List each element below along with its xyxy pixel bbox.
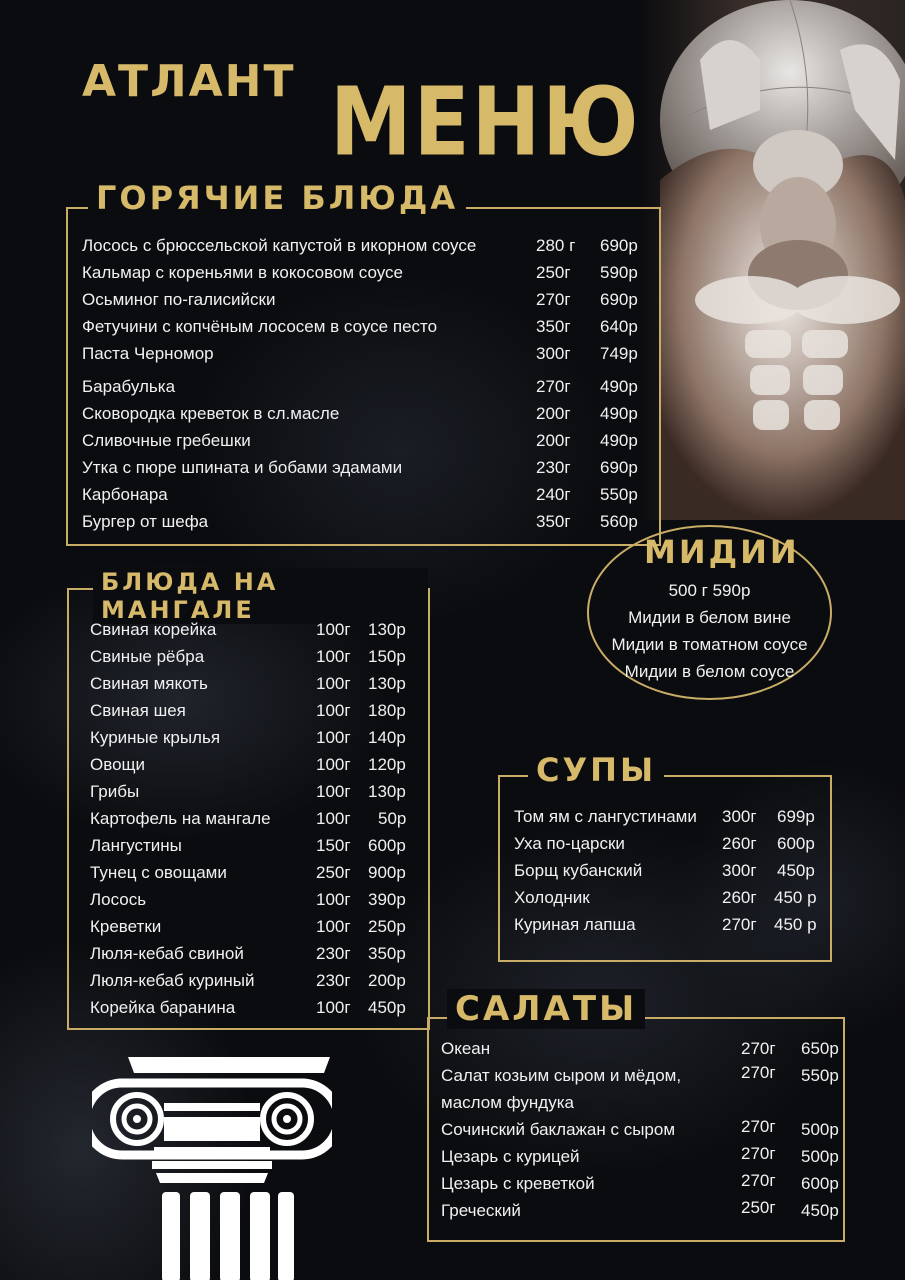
mussels-portion: 500 г 590р <box>668 581 751 600</box>
section-title: САЛАТЫ <box>447 989 645 1029</box>
menu-item: Мидии в белом соусе <box>624 662 795 681</box>
ionic-column-icon <box>92 1055 332 1280</box>
section-title: МИДИИ <box>644 533 800 571</box>
section-salads: САЛАТЫ Океан 270г 650р Салат козьим сыром и мёдом, 270г 550р маслом фундука Сочинский баклажан с сыром 270г 500р Цезарь с курицей 270г 500р Цезарь с креветкой 270г 600р Греческий 250г 450р <box>427 1017 845 1242</box>
section-title: БЛЮДА НА МАНГАЛЕ <box>93 568 428 624</box>
section-grill-dishes: БЛЮДА НА МАНГАЛЕ Свиная корейка 100г 130р Свиные рёбра 100г 150р Свиная мякоть 100г 130р Свиная шея 100г 180р Куриные крылья 100г 140р Овощи 100г 120р Грибы 100г 130р Картофель на мангале 100г 50р Лангустины 150г 600р Тунец с овощами 250г 900р Лосось 100г 390р Креветки 100г 250р Люля-кебаб свиной 230г 350р Люля-кебаб куриный 230г 200р Корейка баранина 100г 450р <box>67 588 430 1030</box>
brand-title: АТЛАНТ <box>82 56 296 107</box>
section-title: СУПЫ <box>528 751 664 789</box>
atlas-statue-image <box>640 0 905 520</box>
page-title: МЕНЮ <box>330 68 641 178</box>
section-soups: СУПЫ Том ям с лангустинами 300г 699р Уха по-царски 260г 600р Борщ кубанский 300г 450р Холодник 260г 450 р Куриная лапша 270г 450 р <box>498 775 832 962</box>
section-mussels <box>587 525 832 700</box>
section-hot-dishes: ГОРЯЧИЕ БЛЮДА Лосось с брюссельской капустой в икорном соусе 280 г 690р Кальмар с кореньями в кокосовом соусе 250г 590р Осьминог по-галисийски 270г 690р Фетучини с копчёным лососем в соусе песто 350г 640р Паста Черномор 300г 749р Барабулька 270г 490р Сковородка креветок в сл.масле 200г 490р Сливочные гребешки 200г 490р Утка с пюре шпината и бобами эдамами 230г 690р Карбонара 240г 550р Бургер от шефа 350г 560р <box>66 207 661 546</box>
menu-item: Мидии в томатном соусе <box>611 635 808 654</box>
menu-item: Мидии в белом вине <box>628 608 791 627</box>
section-title: ГОРЯЧИЕ БЛЮДА <box>88 179 466 217</box>
